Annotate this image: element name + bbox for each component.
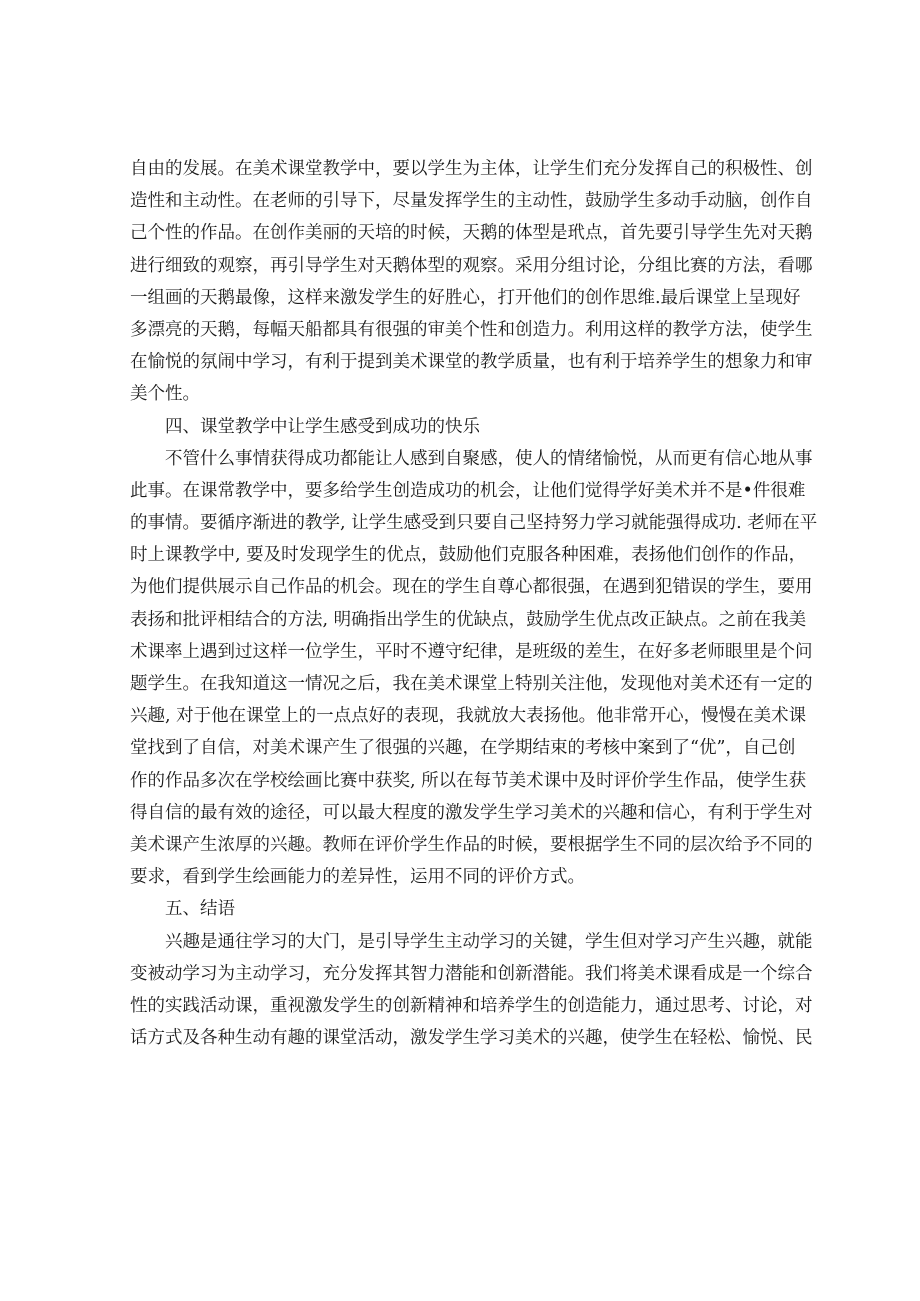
document-body — [130, 153, 818, 1054]
text-line: 话方式及各种生动有趣的课堂活动，激发学生学习美术的兴趣，使学生在轻松、愉悦、民 — [130, 1028, 813, 1049]
body-paragraph — [130, 443, 818, 894]
text-line: 要求，看到学生绘画能力的差异性，运用不同的评价方式。 — [130, 867, 585, 888]
text-line: 性的实践活动课，重视激发学生的创新精神和培养学生的创造能力，通过思考、讨论，对 — [130, 995, 813, 1016]
text-line: 造性和主动性。在老师的引导下，尽量发挥学生的主动性，鼓励学生多动手动脑，创作自 — [130, 191, 813, 212]
text-line: 美术课产生浓厚的兴趣。教师在评价学生作品的时候，要根据学生不同的层次给予不同的 — [130, 834, 813, 855]
heading-text: 五、结语 — [165, 899, 235, 920]
text-line: 得自信的最有效的途径，可以最大程度的激发学生学习美术的兴趣和信心，有利于学生对 — [130, 802, 813, 823]
text-line: 题学生。在我知道这一情况之后，我在美术课堂上特别关注他，发现他对美术还有一定的 — [130, 674, 813, 694]
text-line: 兴趣, 对于他在课堂上的一点点好的表现，我就放大表扬他。他非常开心，慢慢在美术课 — [130, 706, 807, 727]
text-line: 己个性的作品。在创作美丽的天培的时候，天鹅的体型是玳点，首先要引导学生先对天鹅 — [130, 223, 813, 244]
text-line: 一组画的天鹅最像，这样来激发学生的好胜心，打开他们的创作思维.最后课堂上呈现好 — [130, 287, 801, 308]
section-heading — [130, 411, 795, 443]
text-line: 的事情。要循序渐进的教学, 让学生感受到只要自己坚持努力学习就能强得成功. 老师在平 — [130, 513, 818, 534]
text-line: 在愉悦的氛闹中学习，有利于提到美术课堂的教学质量，也有利于培养学生的想象力和审 — [130, 352, 813, 373]
text-line: 不管什么事情获得成功都能让人感到自聚感，使人的情绪愉悦，从而更有信心地从事 — [165, 448, 813, 469]
text-line: 自由的发展。在美术课堂教学中，要以学生为主体，让学生们充分发挥自己的积极性、创 — [130, 159, 813, 179]
section-heading — [130, 893, 795, 925]
body-paragraph — [130, 926, 813, 1055]
text-line: 进行细致的观察，再引导学生对天鹅体型的观察。采用分组讨论，分组比赛的方法，看哪 — [130, 255, 813, 276]
text-line: 为他们提供展示自己作品的机会。现在的学生自尊心都很强，在遇到犯错误的学生，要用 — [130, 577, 813, 598]
text-line: 表扬和批评相结合的方法, 明确指出学生的优缺点，鼓励学生优点改正缺点。之前在我美 — [130, 609, 807, 630]
heading-text: 四、课堂教学中让学生感受到成功的快乐 — [165, 416, 480, 437]
text-line: 兴趣是通往学习的大门，是引导学生主动学习的关键，学生但对学习产生兴趣，就能 — [165, 931, 813, 952]
text-line: 术课率上遇到过这样一位学生，平时不遵守纪律，是班级的差生，在好多老师眼里是个问 — [130, 641, 813, 662]
text-line: 时上课教学中, 要及时发现学生的优点，鼓励他们克服各种困难，表扬他们创作的作品， — [130, 545, 807, 566]
text-line: 变被动学习为主动学习，充分发挥其智力潜能和创新潜能。我们将美术课看成是一个综合 — [130, 963, 813, 984]
text-line: 美个性。 — [130, 384, 200, 405]
text-line: 多漂亮的天鹅，每幅天船都具有很强的审美个性和创造力。利用这样的教学方法，使学生 — [130, 319, 813, 340]
text-line: 此事。在课常教学中，要多给学生创造成功的机会，让他们觉得学好美术并不是•件很难 — [130, 480, 806, 501]
text-line: 作的作品多次在学校绘画比赛中获奖, 所以在每节美术课中及时评价学生作品，使学生获 — [130, 770, 807, 791]
text-line: 堂找到了自信，对美术课产生了很强的兴趣，在学期结束的考核中案到了“优”，自己创 — [130, 738, 796, 759]
body-paragraph — [130, 153, 813, 411]
